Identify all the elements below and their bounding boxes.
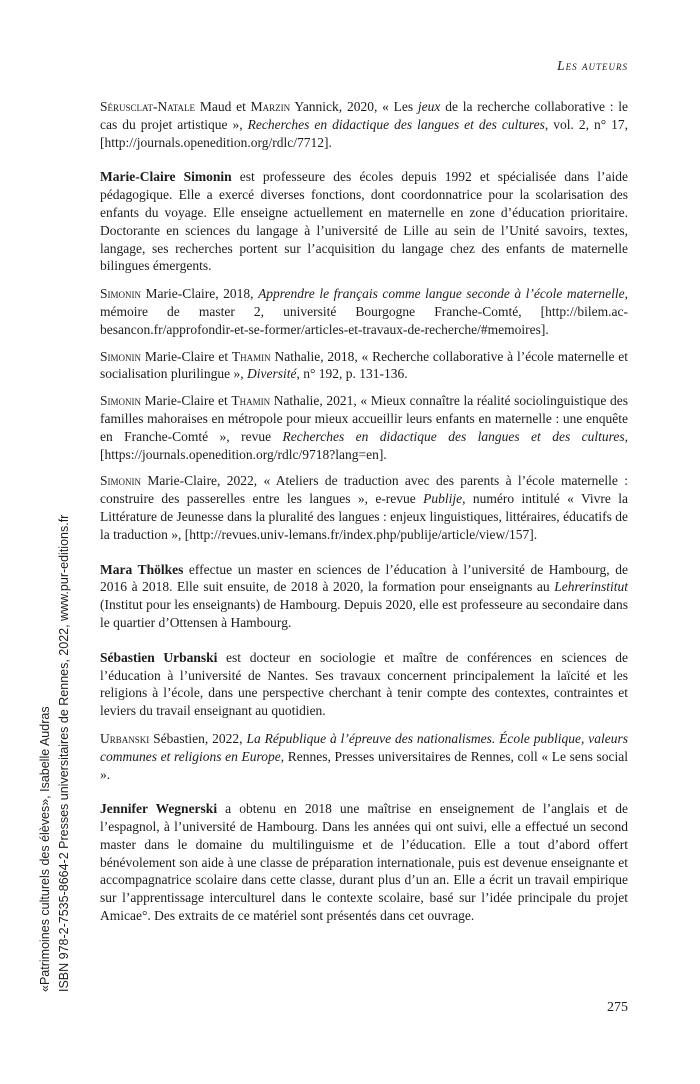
- text-run: Sébastien, 2022,: [149, 730, 247, 746]
- work-title: Lehrerinstitut: [554, 579, 628, 595]
- bibliography-entry: [100, 472, 628, 543]
- surname-smallcaps: Simonin: [100, 393, 142, 409]
- work-title: La République à l’épreuve des nationalismes. École publique, valeurs communes et religions en Europe: [100, 730, 628, 764]
- surname-smallcaps: Simonin: [100, 473, 142, 489]
- author-bio: [100, 800, 628, 925]
- surname-smallcaps: Marzin: [250, 99, 291, 114]
- text-run: de la recherche collaborative : le cas du projet artistique »,: [100, 99, 628, 132]
- author-bio: [100, 649, 628, 720]
- text-run: , vol. 2, n° 17, [http://journals.openedition.org/rdlc/7712].: [100, 116, 628, 150]
- text-run: Nathalie, 2018, « Recherche collaborative à l’école maternelle et socialisation plurilingue »,: [100, 348, 628, 382]
- surname-smallcaps: Thamin: [231, 348, 271, 364]
- text-run: , mémoire de master 2, université Bourgogne Franche-Comté, [http://bilem.ac-besancon.fr/approfondir-et-se-former/articles-et-travaux-de-recherche/#memoires].: [100, 286, 629, 337]
- text-run: est docteur en sociologie et maître de conférences en sciences de l’éducation à l’université de Nantes. Ses travaux concernent principalement la laïcité et les religions à l’école, dans une perspective cherchant à tenir compte des contextes, contraintes et leviers du travail enseignant au quotidien.: [100, 649, 629, 719]
- author-name: Sébastien Urbanski: [100, 649, 218, 665]
- text-run: Nathalie, 2021, « Mieux connaître la réalité sociolinguistique des familles mahoraises en métropole pour mieux accueillir leurs enfants en maternelle : une enquête en Franche-Comté », revue: [100, 393, 629, 444]
- work-title: jeux: [417, 99, 441, 114]
- spine-isbn-line: ISBN 978-2-7535-8664-2 Presses universitaires de Rennes, 2022, www.pur-editions.fr: [57, 514, 71, 992]
- author-bio: [100, 168, 628, 275]
- surname-smallcaps: Simonin: [100, 348, 142, 364]
- surname-smallcaps: Urbanski: [100, 730, 150, 746]
- surname-smallcaps: Thamin: [231, 393, 271, 409]
- spine-book-title: «Patrimoines culturels des élèves», Isabelle Audras: [38, 706, 52, 992]
- author-bio: [100, 561, 628, 632]
- text-run: , Rennes, Presses universitaires de Rennes, coll « Le sens social ».: [100, 748, 628, 782]
- bibliography-entry: [100, 730, 628, 783]
- text-run: Marie-Claire et: [141, 393, 232, 409]
- work-title: Publije: [423, 491, 463, 507]
- work-title: Diversité: [246, 366, 297, 382]
- text-run: Maud et: [195, 99, 251, 114]
- surname-smallcaps: Sérusclat-Natale: [100, 99, 196, 114]
- text-run: effectue un master en sciences de l’éducation à l’université de Hambourg, de 2016 à 2018. Elle suit ensuite, de 2018 à 2020, la formation pour enseignants au: [100, 561, 628, 595]
- running-header: Les auteurs: [557, 58, 628, 73]
- text-run: Marie-Claire et: [141, 348, 232, 364]
- text-run: , n° 192, p. 131-136.: [296, 366, 408, 382]
- text-run: (Institut pour les enseignants) de Hambourg. Depuis 2020, elle est professeure au secondaire dans le quartier d’Ottensen à Hambourg.: [100, 597, 628, 630]
- text-run: , [https://journals.openedition.org/rdlc/9718?lang=en].: [100, 428, 628, 462]
- bibliography-entry: [100, 98, 628, 151]
- text-run: est professeure des écoles depuis 1992 et spécialisée dans l’aide pédagogique. Elle a exercé diverses fonctions, dont coordonnatrice pour la scolarisation des enfants du voyage. Elle enseigne actuellement en maternelle en zone d’éducation prioritaire. Doctorante en sciences du langage à l’université de Lille au sein de l’Unité savoirs, textes, langage, ses recherches portent sur l’acquisition du langage chez des enfants de maternelle bilingues émergents.: [100, 169, 628, 274]
- work-title: Recherches en didactique des langues et des cultures: [282, 428, 625, 444]
- text-run: a obtenu en 2018 une maîtrise en enseignement de l’anglais et de l’espagnol, à l’université de Hambourg. Dans les années qui ont suivi, elle a effectué un second master dans le domaine du multilinguisme et de l’éducation. Elle a tout d’abord offert bénévolement son aide à une classe de préparation internationale, puis est devenue enseignante et accompagnatrice scolaire dans cette classe, durant plus d’un an. Elle a écrit un travail empirique sur l’apprentissage interculturel dans le contexte scolaire, basé sur l’idée principale du projet Amicae°. Des extraits de ce matériel sont présentés dans cet ouvrage.: [100, 801, 628, 924]
- text-run: Yannick, 2020, « Les: [290, 99, 418, 114]
- text-run: , numéro intitulé « Vivre la Littérature de Jeunesse dans la pluralité des langues : enjeux linguistiques, littéraires, éducatifs de la traduction », [http://revues.univ-lemans.fr/index.php/publije/article/view/157].: [100, 491, 628, 542]
- text-run: Marie-Claire, 2022, « Ateliers de traduction avec des parents à l’école maternelle : construire des passerelles entre les langues », e-revue: [100, 473, 628, 507]
- work-title: Apprendre le français comme langue seconde à l’école maternelle: [258, 286, 625, 302]
- page-number: 275: [607, 1000, 628, 1015]
- author-name: Jennifer Wegnerski: [100, 801, 218, 817]
- work-title: Recherches en didactique des langues et des cultures: [247, 116, 545, 132]
- surname-smallcaps: Simonin: [100, 286, 142, 302]
- page-content: [100, 98, 628, 935]
- spine-text: [36, 412, 74, 992]
- author-name: Mara Thölkes: [100, 561, 184, 577]
- author-name: Marie-Claire Simonin: [100, 169, 232, 185]
- bibliography-entry: [100, 392, 628, 463]
- text-run: Marie-Claire, 2018,: [141, 286, 259, 302]
- bibliography-entry: [100, 285, 628, 338]
- bibliography-entry: [100, 348, 628, 384]
